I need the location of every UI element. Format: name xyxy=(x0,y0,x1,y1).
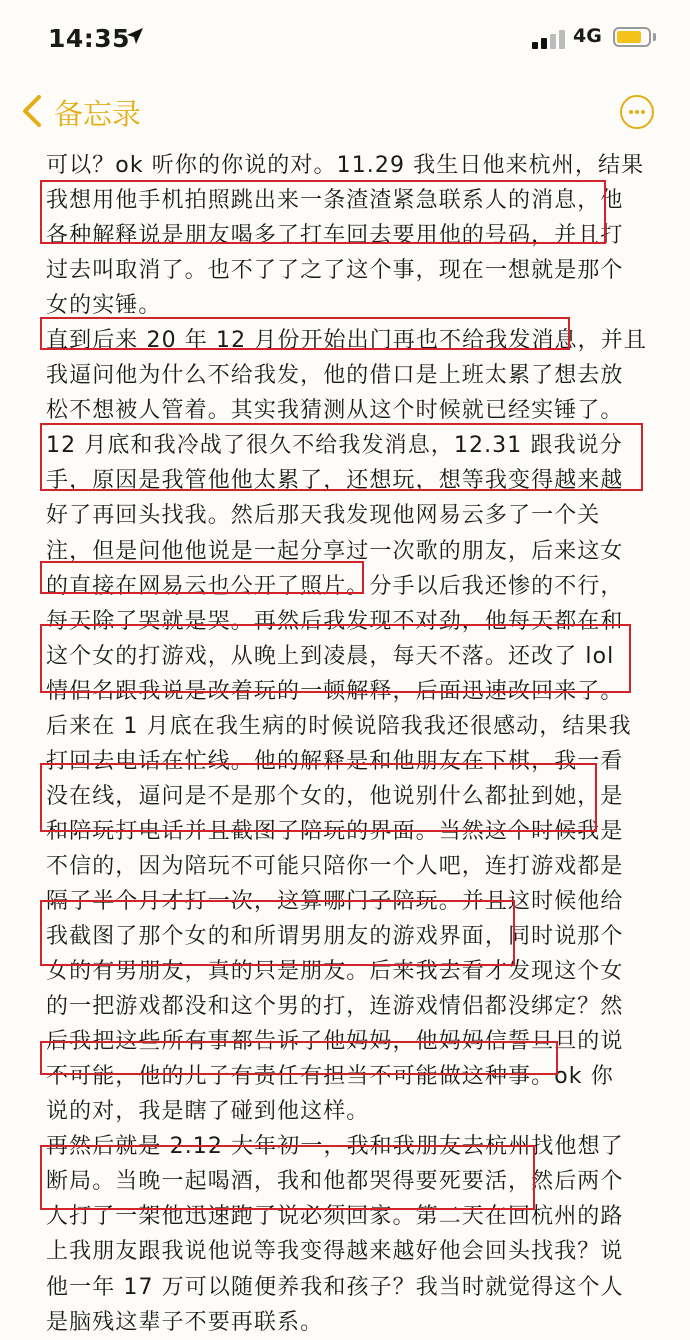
note-line: 每天除了哭就是哭。再然后我发现不对劲，他每天都在和 xyxy=(46,608,624,634)
note-line: 我截图了那个女的和所谓男朋友的游戏界面，同时说那个 xyxy=(46,924,624,950)
note-line: 我想用他手机拍照跳出来一条渣渣紧急联系人的消息，他 xyxy=(46,188,624,214)
note-line: 后我把这些所有事都告诉了他妈妈，他妈妈信誓旦旦的说 xyxy=(46,1029,624,1055)
note-line: 我逼问他为什么不给我发，他的借口是上班太累了想去放 xyxy=(46,363,624,389)
note-line: 他一年 17 万可以随便养我和孩子？我当时就觉得这个人 xyxy=(46,1274,624,1300)
note-line: 可以？ok 听你的你说的对。11.29 我生日他来杭州，结果 xyxy=(46,153,645,178)
note-line: 松不想被人管着。其实我猜测从这个时候就已经实锤了。 xyxy=(46,398,624,424)
status-time: 14:35 xyxy=(48,24,131,53)
note-line: 上我朋友跟我说他说等我变得越来越好他会回头找我？说 xyxy=(46,1239,624,1265)
note-line: 好了再回头找我。然后那天我发现他网易云多了一个关 xyxy=(46,503,601,529)
note-line: 过去叫取消了。也不了了之了这个事，现在一想就是那个 xyxy=(46,258,624,284)
location-arrow-icon xyxy=(126,27,144,45)
battery-icon xyxy=(613,27,651,47)
status-bar xyxy=(0,0,690,72)
signal-bars-icon xyxy=(532,29,566,49)
note-line: 是脑残这辈子不要再联系。 xyxy=(46,1309,324,1335)
note-line: 不可能，他的儿子有责任有担当不可能做这种事。ok 你 xyxy=(46,1064,614,1090)
note-line: 隔了半个月才打一次，这算哪门子陪玩。并且这时候他给 xyxy=(46,888,624,914)
more-circle-icon[interactable] xyxy=(620,95,654,129)
note-line: 打回去电话在忙线。他的解释是和他朋友在下棋，我一看 xyxy=(46,748,624,774)
battery-tip xyxy=(653,33,656,41)
note-line: 不信的，因为陪玩不可能只陪你一个人吧，连打游戏都是 xyxy=(46,853,624,879)
note-line: 再然后就是 2.12 大年初一，我和我朋友去杭州找他想了 xyxy=(46,1134,624,1160)
note-line: 和陪玩打电话并且截图了陪玩的界面。当然这个时候我是 xyxy=(46,818,624,844)
note-line: 的一把游戏都没和这个男的打，连游戏情侣都没绑定？然 xyxy=(46,994,624,1020)
note-line: 各种解释说是朋友喝多了打车回去要用他的号码，并且打 xyxy=(46,223,624,249)
chevron-left-icon[interactable] xyxy=(20,94,44,128)
note-line: 的直接在网易云也公开了照片。分手以后我还惨的不行， xyxy=(46,573,624,599)
note-line: 女的实锤。 xyxy=(46,293,162,319)
note-line: 注，但是问他他说是一起分享过一次歌的朋友，后来这女 xyxy=(46,538,624,564)
note-line: 没在线，逼问是不是那个女的，他说别什么都扯到她，是 xyxy=(46,783,624,809)
note-line: 断局。当晚一起喝酒，我和他都哭得要死要活，然后两个 xyxy=(46,1169,624,1195)
network-type: 4G xyxy=(573,25,602,47)
note-line: 12 月底和我冷战了很久不给我发消息，12.31 跟我说分 xyxy=(46,433,623,459)
note-line: 情侣名跟我说是改着玩的一顿解释，后面迅速改回来了。 xyxy=(46,678,624,704)
back-button-label[interactable]: 备忘录 xyxy=(54,97,142,131)
note-body[interactable] xyxy=(46,148,656,1340)
note-line: 女的有男朋友，真的只是朋友。后来我去看才发现这个女 xyxy=(46,959,624,985)
note-line: 这个女的打游戏，从晚上到凌晨，每天不落。还改了 lol xyxy=(46,643,615,669)
note-line: 直到后来 20 年 12 月份开始出门再也不给我发消息，并且 xyxy=(46,328,647,354)
note-line: 后来在 1 月底在我生病的时候说陪我我还很感动，结果我 xyxy=(46,713,632,739)
note-line: 人打了一架他迅速跑了说必须回家。第二天在回杭州的路 xyxy=(46,1204,624,1230)
note-line: 说的对，我是瞎了碰到他这样。 xyxy=(46,1099,370,1125)
note-line: 手，原因是我管他他太累了，还想玩，想等我变得越来越 xyxy=(46,468,624,494)
